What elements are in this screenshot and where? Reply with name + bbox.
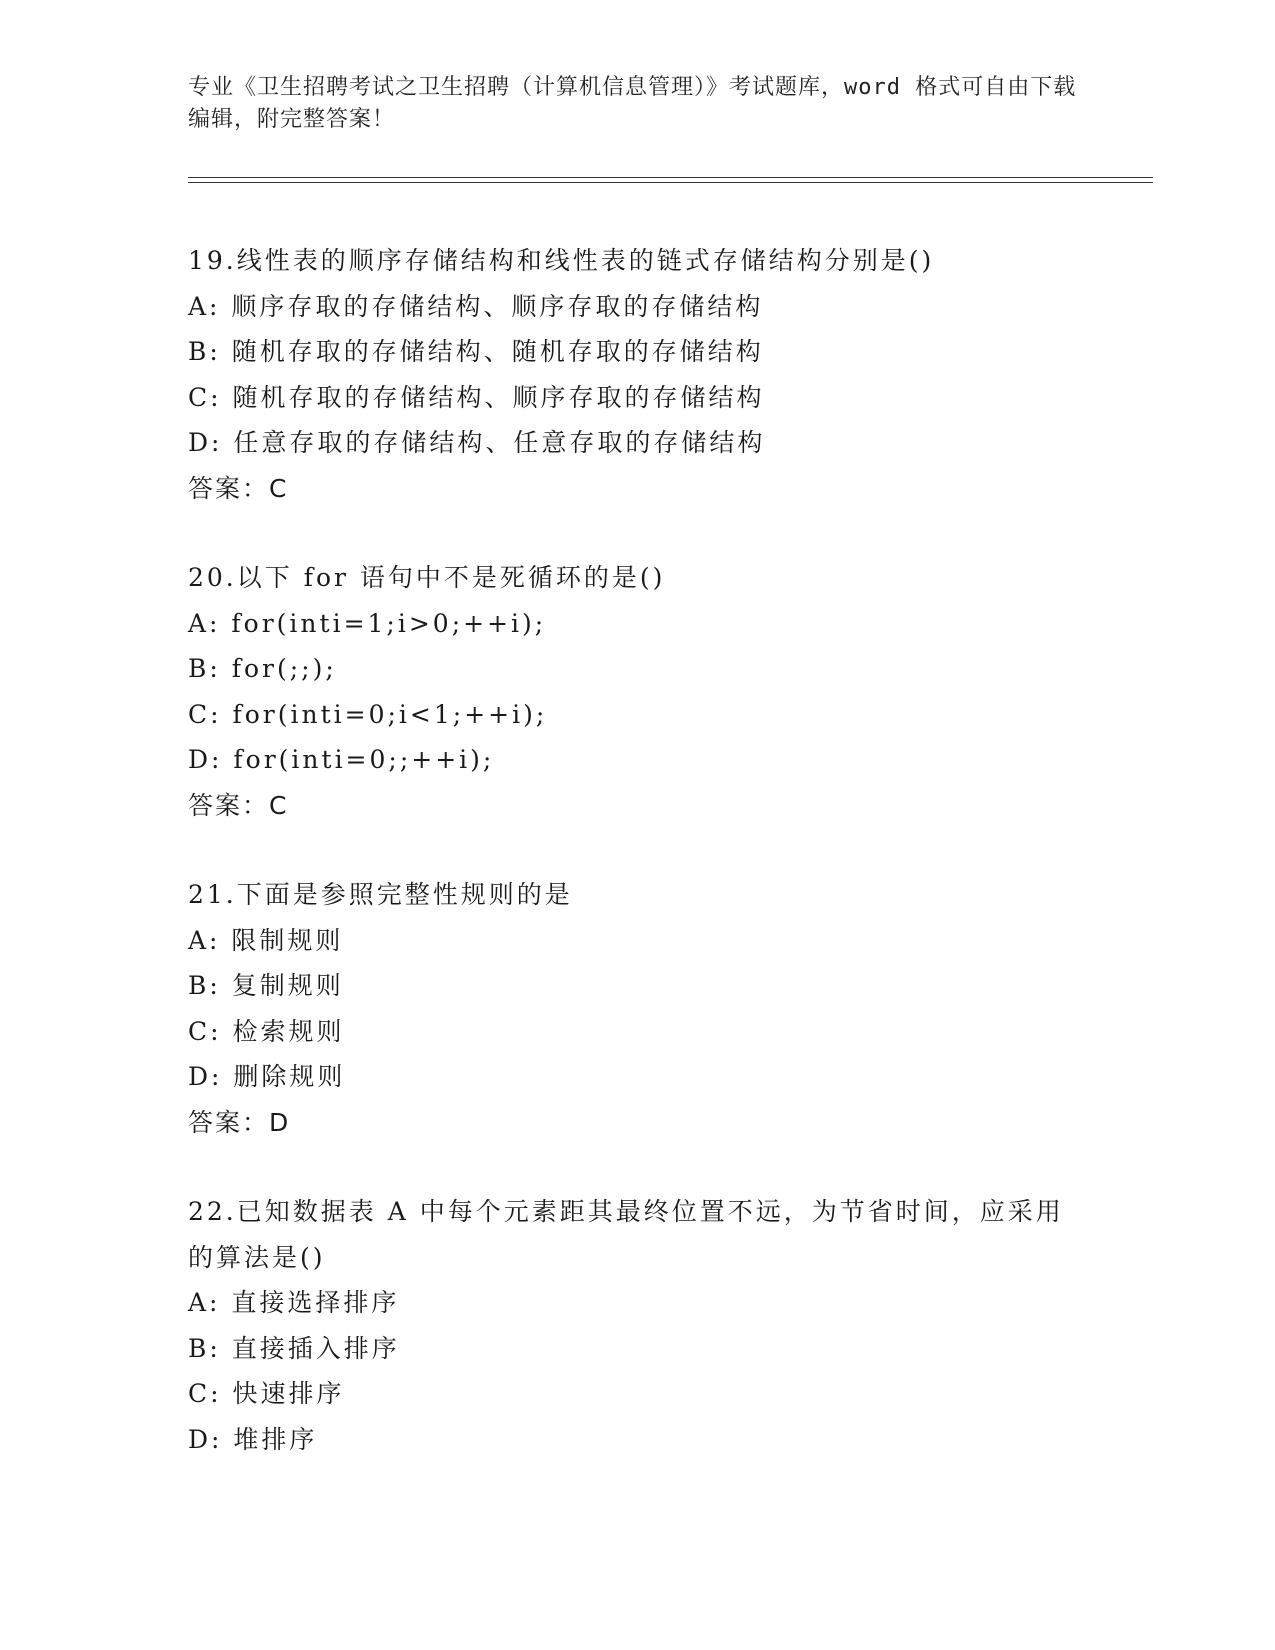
option-a: A: 直接选择排序 bbox=[188, 1288, 400, 1317]
header-divider-top bbox=[188, 177, 1153, 178]
option-a: A: 顺序存取的存储结构、顺序存取的存储结构 bbox=[188, 291, 764, 321]
option-b: B: 直接插入排序 bbox=[188, 1333, 400, 1363]
option-c: C: 检索规则 bbox=[188, 1016, 345, 1046]
answer-line: 答案：D bbox=[188, 1107, 291, 1137]
option-d: D: 任意存取的存储结构、任意存取的存储结构 bbox=[188, 428, 766, 457]
option-b: B: 复制规则 bbox=[188, 971, 344, 1000]
option-a: A: for(inti=1;i>0;++i); bbox=[188, 608, 547, 638]
question-stem: 22.已知数据表 A 中每个元素距其最终位置不远，为节省时间，应采用的算法是() bbox=[188, 1197, 1064, 1272]
question-21 bbox=[188, 872, 1088, 1145]
option-b: B: 随机存取的存储结构、随机存取的存储结构 bbox=[188, 337, 764, 366]
option-d: D: 堆排序 bbox=[188, 1424, 318, 1454]
question-20 bbox=[188, 555, 1088, 828]
document-intro: 专业《卫生招聘考试之卫生招聘（计算机信息管理）》考试题库，word 格式可自由下载编辑，附完整答案！ bbox=[188, 75, 1077, 132]
question-stem: 19.线性表的顺序存储结构和线性表的链式存储结构分别是() bbox=[188, 246, 935, 275]
question-22 bbox=[188, 1189, 1088, 1462]
header-divider-bottom bbox=[188, 182, 1153, 183]
option-d: D: 删除规则 bbox=[188, 1062, 346, 1091]
question-list bbox=[188, 238, 1088, 1506]
option-c: C: 随机存取的存储结构、顺序存取的存储结构 bbox=[188, 382, 765, 412]
answer-line: 答案：C bbox=[188, 790, 289, 820]
question-stem: 20.以下 for 语句中不是死循环的是() bbox=[188, 563, 666, 592]
option-a: A: 限制规则 bbox=[188, 925, 344, 955]
question-stem: 21.下面是参照完整性规则的是 bbox=[188, 880, 573, 909]
answer-line: 答案：C bbox=[188, 473, 289, 503]
question-19 bbox=[188, 238, 1088, 511]
option-c: C: for(inti=0;i<1;++i); bbox=[188, 699, 548, 729]
option-b: B: for(;;); bbox=[188, 654, 337, 683]
option-c: C: 快速排序 bbox=[188, 1379, 345, 1408]
option-d: D: for(inti=0;;++i); bbox=[188, 745, 495, 774]
